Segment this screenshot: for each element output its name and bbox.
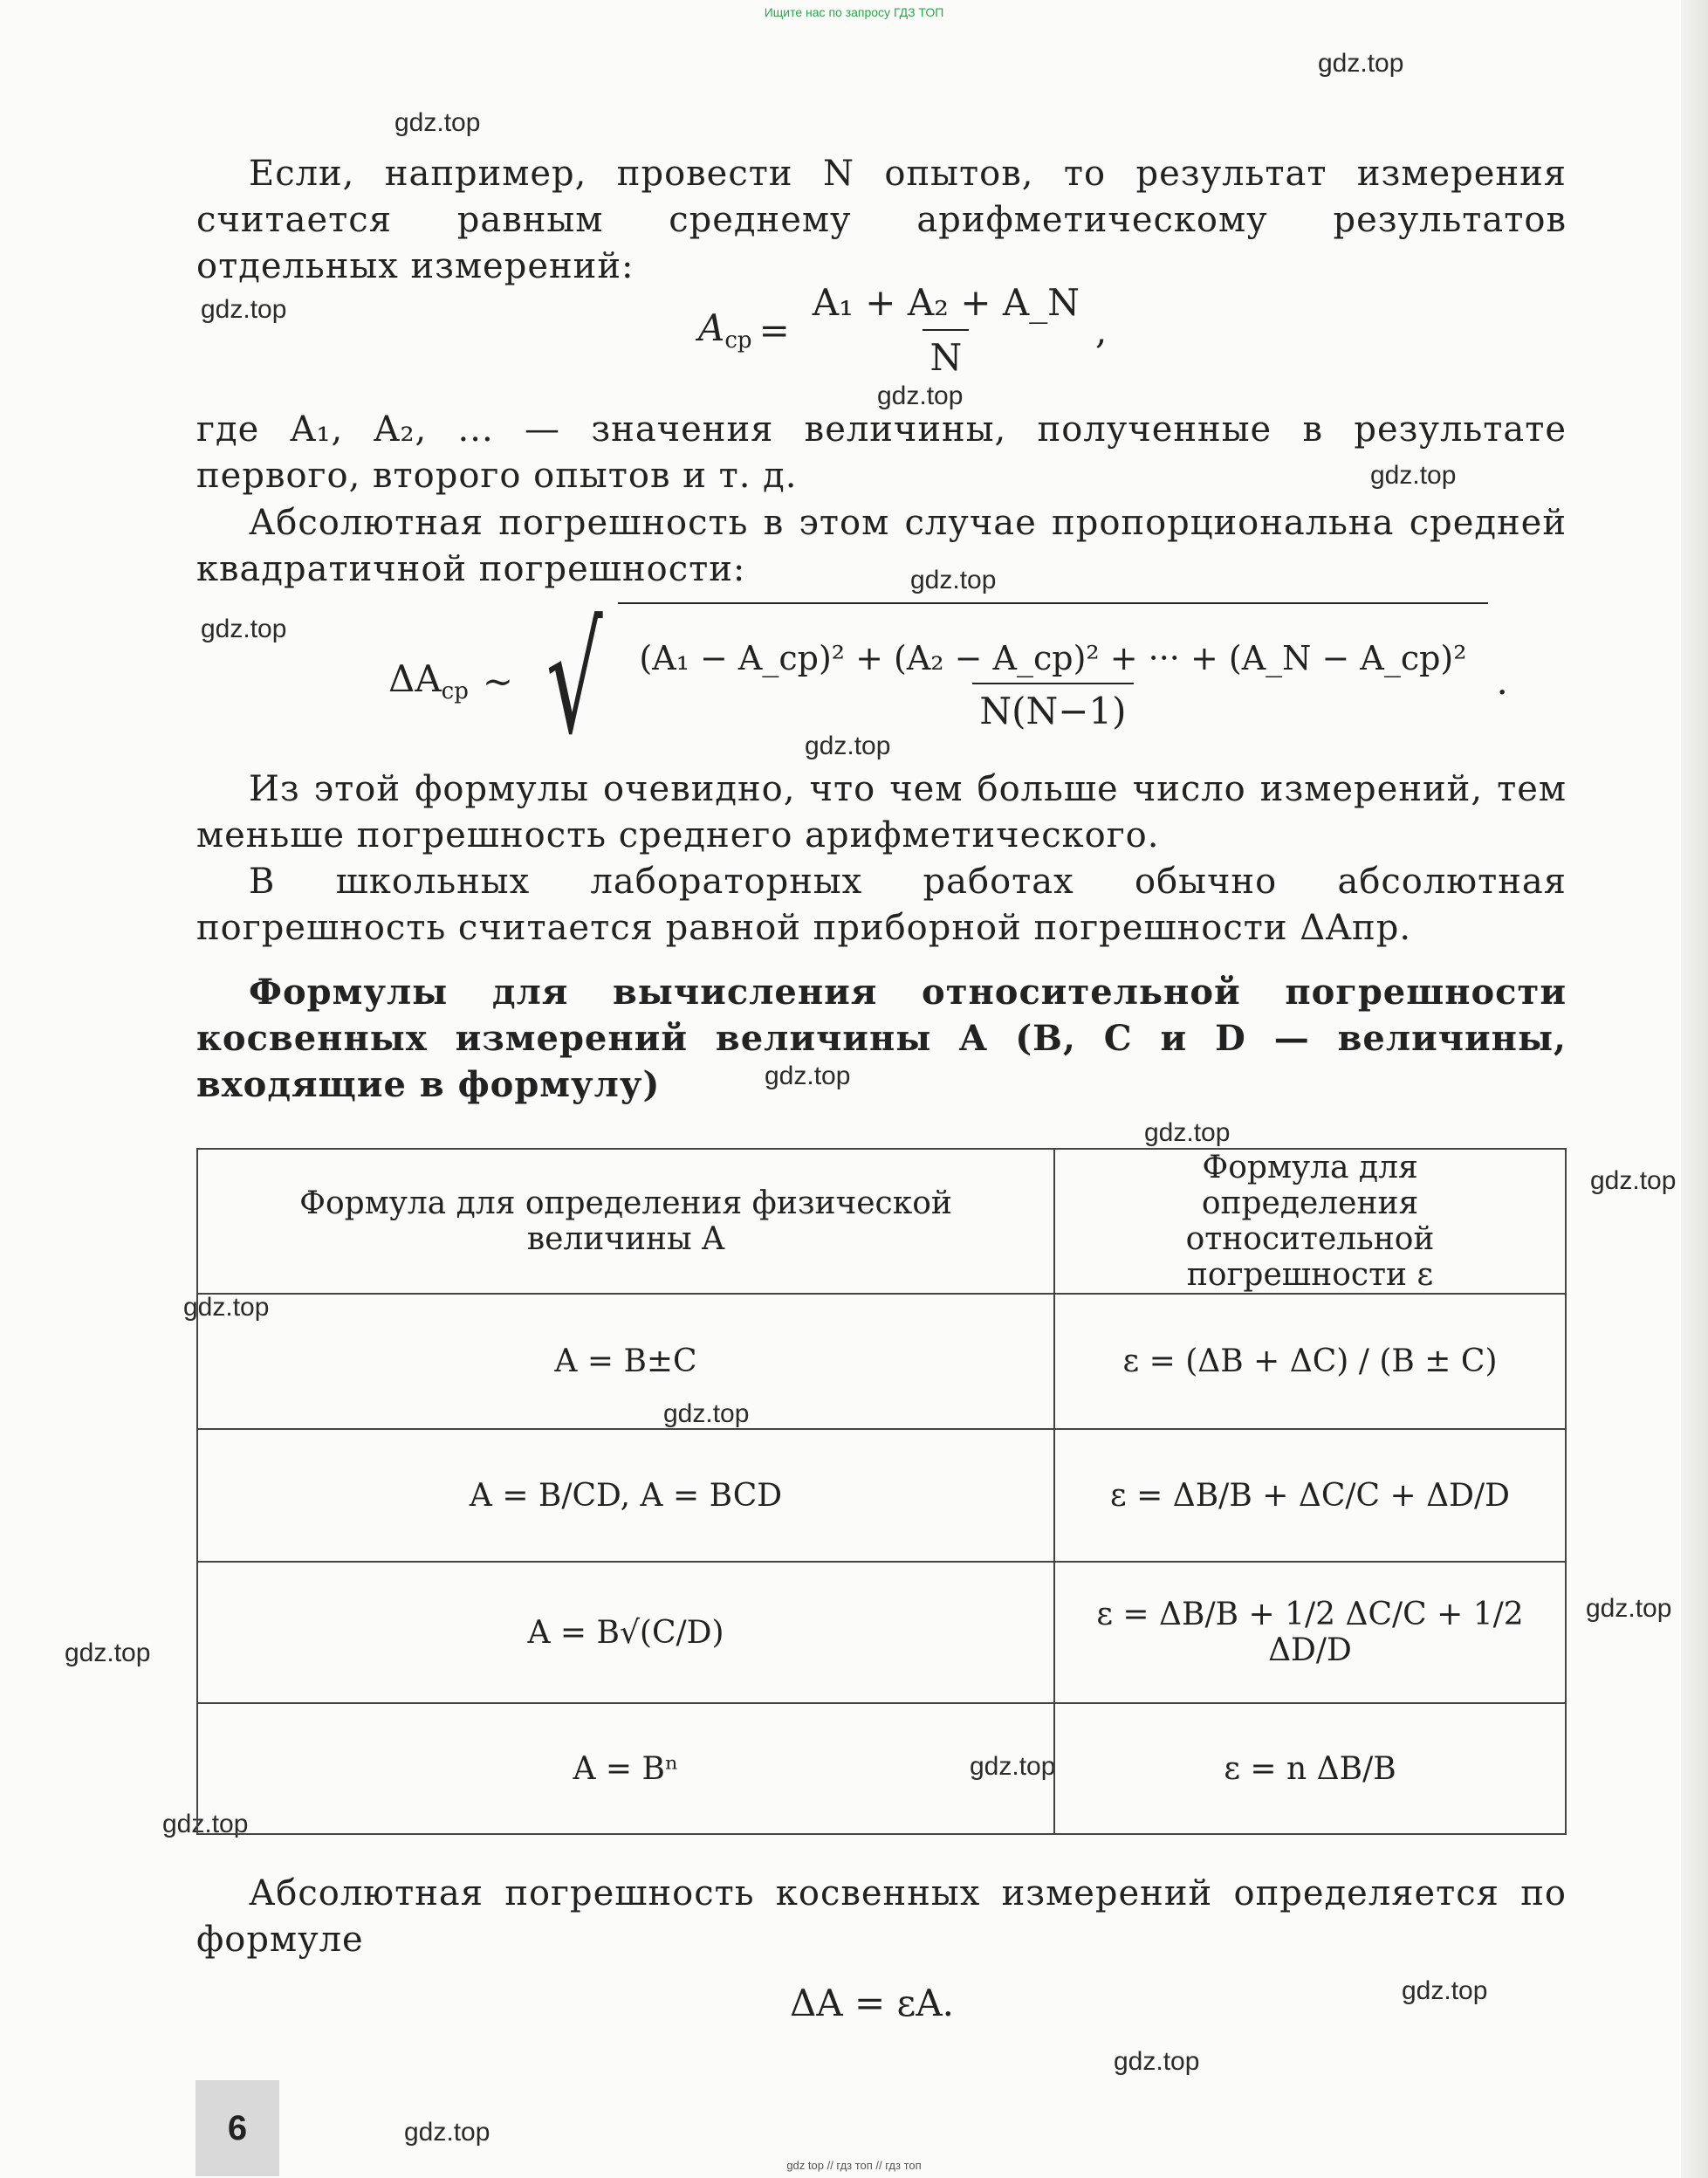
table-cell-error: ε = n ΔB/B — [1054, 1703, 1566, 1834]
formula-relation: ~ — [482, 659, 514, 703]
table-cell-error: ε = ΔB/B + 1/2 ΔC/C + 1/2 ΔD/D — [1054, 1562, 1566, 1703]
page-number: 6 — [195, 2080, 279, 2176]
table-header-row — [197, 1149, 1566, 1294]
formula-tail: . — [1496, 659, 1508, 703]
table-cell-error: ε = (ΔB + ΔC) / (B ± C) — [1054, 1294, 1566, 1429]
watermark: gdz.top — [1144, 1118, 1231, 1147]
table-row — [197, 1703, 1566, 1834]
formula-lhs-subscript: ср — [441, 678, 469, 704]
watermark: gdz.top — [1402, 1976, 1488, 2005]
table-row — [197, 1294, 1566, 1429]
watermark: gdz.top — [162, 1810, 249, 1838]
table-cell-formula: A = B√(C/D) — [197, 1562, 1054, 1703]
sqrt-symbol: √ — [545, 594, 603, 767]
formula-absolute: ΔA = εA. — [790, 1982, 954, 2024]
paragraph-mean: Если, например, провести N опытов, то результат измерения считается равным среднему арифметическому результатов отдельных измерений: — [196, 154, 1567, 286]
section-heading: Формулы для вычисления относительной погрешности косвенных измерений величины A (B, C и D — величины, входящие в формулу) — [196, 972, 1567, 1105]
watermark: gdz.top — [183, 1293, 270, 1322]
watermark: gdz.top — [394, 108, 481, 137]
watermark: gdz.top — [1590, 1166, 1677, 1195]
table-header-left: Формула для определения физической величины A — [197, 1149, 1054, 1294]
formula-denominator: N — [923, 329, 969, 379]
paragraph-abs-error: Абсолютная погрешность в этом случае пропорциональна средней квадратичной погрешности: — [196, 503, 1567, 589]
watermark: gdz.top — [1114, 2047, 1200, 2076]
paragraph-where: где A₁, A₂, ... — значения величины, полученные в результате первого, второго опытов и т. д. — [196, 409, 1567, 496]
watermark: gdz.top — [201, 615, 287, 643]
formula-lhs: ΔA — [388, 657, 442, 700]
formula-denominator: N(N−1) — [972, 683, 1133, 732]
watermark: gdz.top — [1370, 461, 1457, 490]
watermark: gdz.top — [765, 1062, 851, 1090]
watermark: gdz.top — [877, 381, 964, 410]
watermark: gdz.top — [1586, 1594, 1672, 1623]
paragraph-conclusion: Из этой формулы очевидно, что чем больше число измерений, тем меньше погрешность среднего арифметического. — [196, 769, 1567, 855]
watermark: gdz.top — [970, 1752, 1056, 1781]
table-row — [197, 1562, 1566, 1703]
watermark: gdz.top — [805, 732, 891, 760]
watermark: gdz.top — [1318, 49, 1404, 78]
formula-table — [196, 1148, 1567, 1835]
table-cell-formula: A = Bⁿ — [197, 1703, 1054, 1834]
formula-numerator: A₁ + A₂ + A_N — [812, 281, 1080, 324]
watermark: gdz.top — [663, 1399, 750, 1428]
formula-numerator: (A₁ − A_ср)² + (A₂ − A_ср)² + ··· + (A_N − A_ср)² — [639, 638, 1467, 677]
formula-mean: $A_{ср}$ = $\frac{\text{A₁ + A₂ + A\_N}}{N}$ , — [698, 281, 1108, 379]
table-cell-formula: A = B/CD, A = BCD — [197, 1429, 1054, 1562]
table-row — [197, 1429, 1566, 1562]
paragraph-school-labs: В школьных лабораторных работах обычно абсолютная погрешность считается равной приборной погрешности ΔAпр. — [196, 862, 1567, 948]
table-header-right: Формула для определения относительной погрешности ε — [1054, 1149, 1566, 1294]
formula-rms — [388, 594, 1508, 767]
watermark: gdz.top — [910, 566, 997, 594]
table-cell-formula: A = B±C — [197, 1294, 1054, 1429]
paragraph-indirect: Абсолютная погрешность косвенных измерений определяется по формуле — [196, 1873, 1567, 1960]
watermark: gdz.top — [201, 295, 287, 324]
formula-lhs-subscript: ср — [724, 327, 752, 354]
watermark: gdz.top — [404, 2118, 490, 2147]
formula-tail: , — [1094, 308, 1108, 352]
header-note: Ищите нас по запросу ГДЗ ТОП — [764, 5, 944, 19]
page-fold-shadow — [1681, 0, 1708, 2178]
footer-note: gdz top // гдз топ // гдз топ — [786, 2159, 922, 2172]
table-cell-error: ε = ΔB/B + ΔC/C + ΔD/D — [1054, 1429, 1566, 1562]
formula-lhs: A — [698, 306, 725, 349]
watermark: gdz.top — [65, 1639, 151, 1667]
